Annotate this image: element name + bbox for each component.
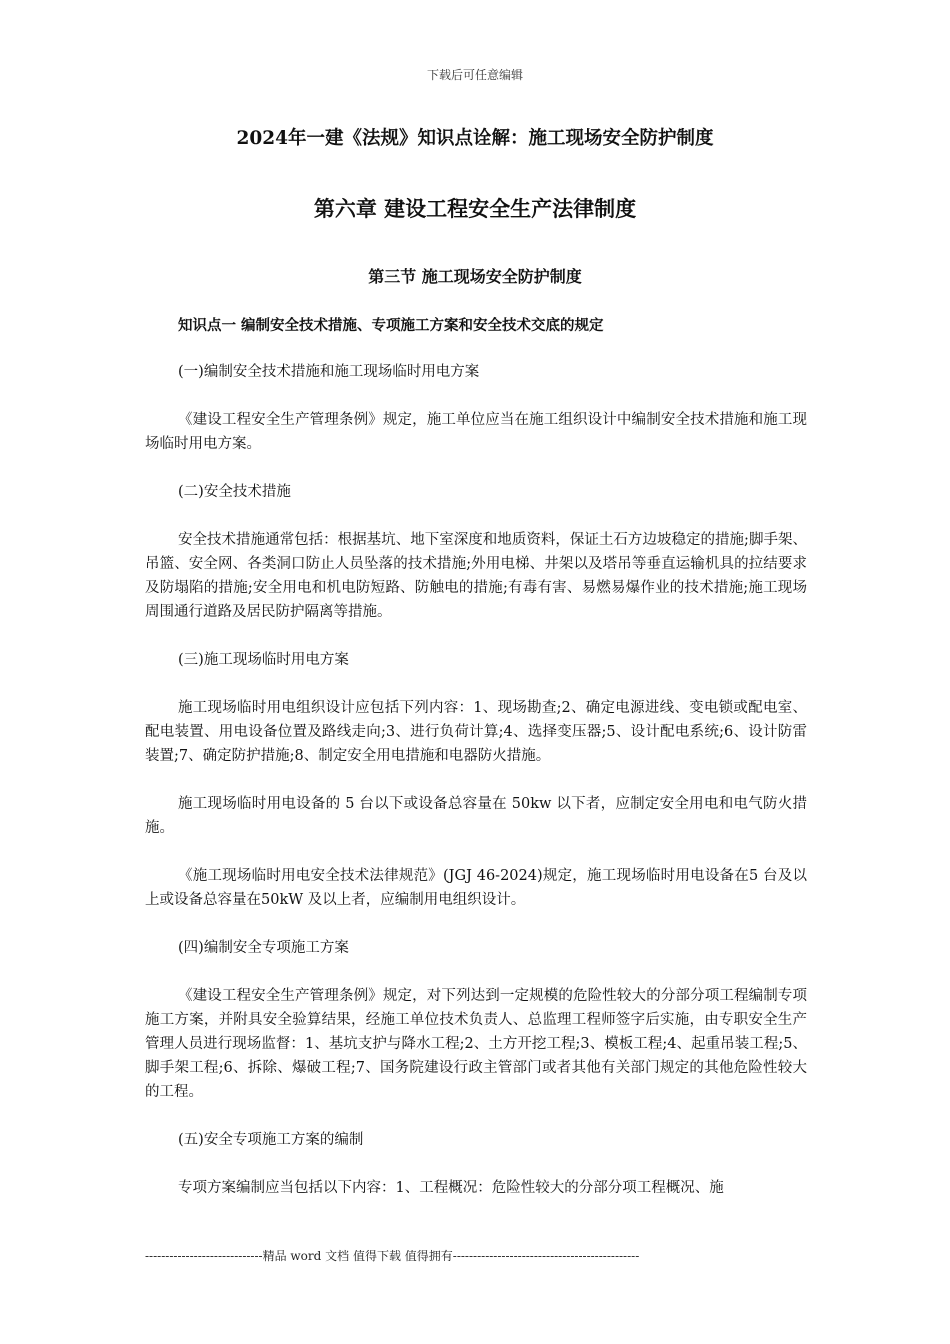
header-note: 下载后可任意编辑 [426,68,523,82]
subheading-2: (二)安全技术措施 [178,484,291,500]
subheading-1: (一)编制安全技术措施和施工现场临时用电方案 [178,364,480,380]
paragraph-3: 施工现场临时用电组织设计应包括下列内容：1、现场勘查;2、确定电源进线、变电锁或配电室、配电装置、用电设备位置及路线走向;3、进行负荷计算;4、选择变压器;5、设计配电系统;6、设计防雷装置;7、确定防护措施;8、制定安全用电措施和电器防火措施。 [145,700,807,764]
subheading-5: (五)安全专项施工方案的编制 [178,1132,364,1148]
paragraph-6: 《建设工程安全生产管理条例》规定，对下列达到一定规模的危险性较大的分部分项工程编制专项施工方案，并附具安全验算结果，经施工单位技术负责人、总监理工程师签字后实施，由专职安全生产管理人员进行现场监督：1、基坑支护与降水工程;2、土方开挖工程;3、模板工程;4、起重吊装工程;5、脚手架工程;6、拆除、爆破工程;7、国务院建设行政主管部门或者其他有关部门规定的其他危险性较大的工程。 [145,988,807,1100]
subheading-4: (四)编制安全专项施工方案 [178,940,349,956]
paragraph-5: 《施工现场临时用电安全技术法律规范》(JGJ 46-2024)规定，施工现场临时用电设备在5 台及以上或设备总容量在50kW 及以上者，应编制用电组织设计。 [145,868,807,908]
knowledge-point-title: 知识点一 编制安全技术措施、专项施工方案和安全技术交底的规定 [178,317,604,334]
subheading-3: (三)施工现场临时用电方案 [178,652,349,668]
section-title: 第三节 施工现场安全防护制度 [368,267,582,286]
paragraph-4: 施工现场临时用电设备的 5 台以下或设备总容量在 50kw 以下者，应制定安全用电和电气防火措施。 [145,796,807,836]
paragraph-2: 安全技术措施通常包括：根据基坑、地下室深度和地质资料，保证土石方边坡稳定的措施;脚手架、吊篮、安全网、各类洞口防止人员坠落的技术措施;外用电梯、井架以及塔吊等垂直运输机具的拉结要求及防塌陷的措施;安全用电和机电防短路、防触电的措施;有毒有害、易燃易爆作业的技术措施;施工现场周围通行道路及居民防护隔离等措施。 [145,532,807,620]
chapter-title: 第六章 建设工程安全生产法律制度 [313,196,637,221]
footer-note: -----------------------------精品 word 文档 值得下载 值得拥有---------------------------------------------- [145,1249,640,1263]
document-title: 2024年一建《法规》知识点诠解：施工现场安全防护制度 [236,128,714,149]
paragraph-1: 《建设工程安全生产管理条例》规定，施工单位应当在施工组织设计中编制安全技术措施和施工现场临时用电方案。 [145,412,807,452]
document-body [145,360,807,1224]
paragraph-7: 专项方案编制应当包括以下内容：1、工程概况：危险性较大的分部分项工程概况、施 [178,1180,724,1196]
